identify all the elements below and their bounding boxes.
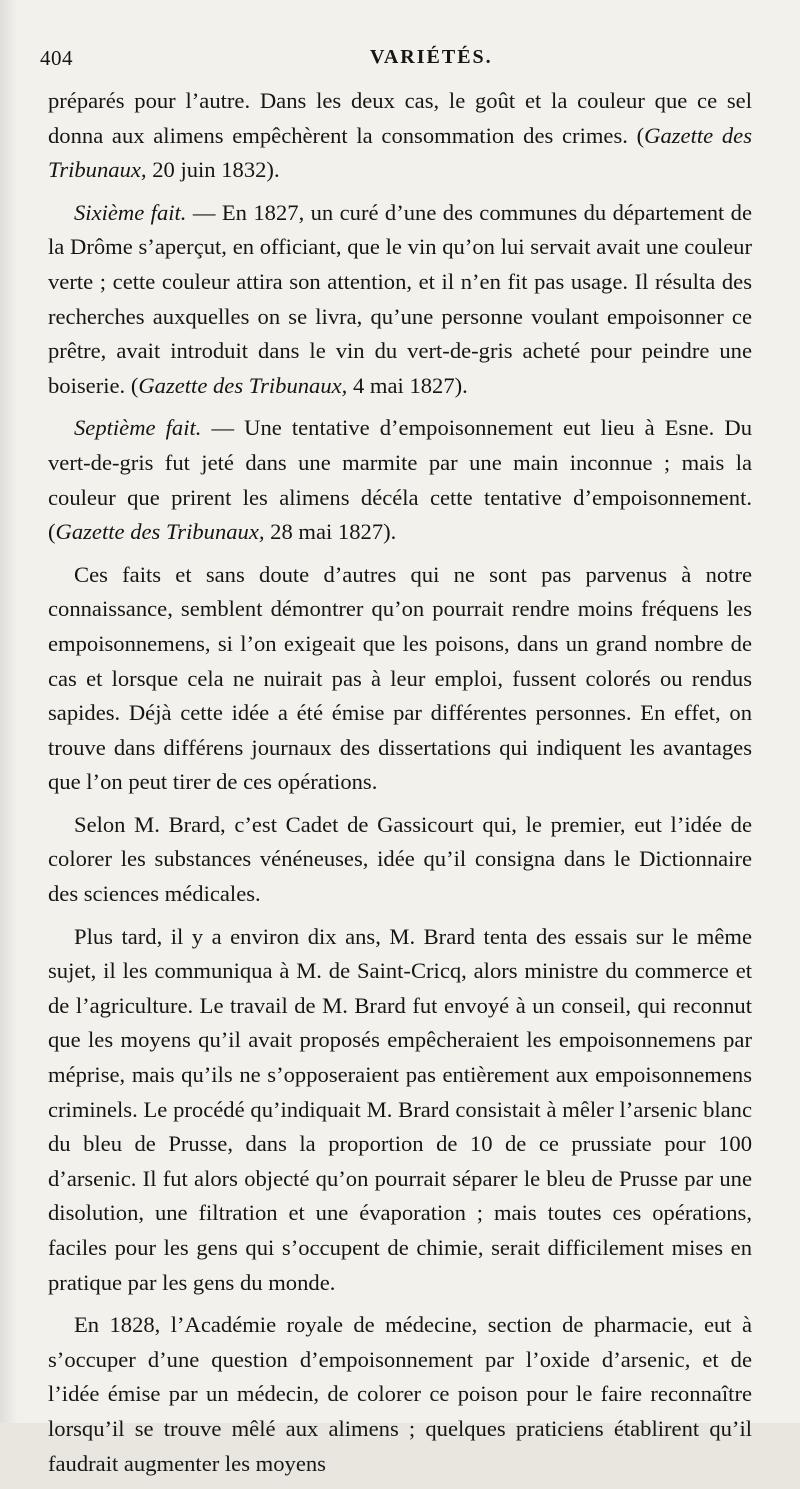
text-run: 28 mai 1827).: [264, 519, 397, 545]
paragraph-conclusion: [48, 558, 752, 800]
text-run: Plus tard, il y a environ dix ans, M. Brard tenta des essais sur le même sujet, il les communiqua à M. de Saint-Cricq, alors ministre du commerce et de l’agriculture. Le travail de M. Brard fut envoyé à un conseil, qui reconnut que les moyens qu’il avait proposés empêcheraient les empoisonnemens par méprise, mais qu’ils ne s’opposeraient pas entièrement aux empoisonnemens criminels. Le procédé qu’indiquait M. Brard consistait à mêler l’arsenic blanc du bleu de Prusse, dans la proportion de 10 de ce prussiate pour 100 d’arsenic. Il fut alors objecté qu’on pourrait séparer le bleu de Prusse par une disolution, une filtration et une évaporation ; mais toutes ces opérations, faciles pour les gens qui s’occupent de chimie, serait difficilement mises en pratique par les gens du monde.: [48, 923, 752, 1295]
italic-run: Sixième fait.: [74, 199, 187, 225]
body-text: [48, 84, 752, 1489]
paragraph-seventh-fact: [48, 411, 752, 549]
paragraph-sixth-fact: [48, 196, 752, 404]
italic-run: Gazette des Tribunaux,: [48, 122, 752, 183]
italic-run: Gazette des Tribunaux,: [138, 372, 348, 398]
italic-run: Gazette des Tribunaux,: [55, 519, 265, 545]
text-run: En 1828, l’Académie royale de médecine, section de pharmacie, eut à s’occuper d’une question d’empoisonnement par l’oxide d’arsenic, et de l’idée émise par un médecin, de colorer ce poison pour le faire reconnaître lorsqu’il se trouve mêlé aux alimens ; quelques praticiens établirent qu’il faudrait augmenter les moyens: [48, 1312, 752, 1476]
text-run: — Une tentative d’empoisonnement eut lieu à Esne. Du vert-de-gris fut jeté dans une marmite par une main inconnue ; mais la couleur que prirent les alimens décéla cette tentative d’empoisonnement. (: [48, 415, 752, 545]
page-header: [40, 46, 760, 76]
paragraph-continued: [48, 84, 752, 188]
text-run: préparés pour l’autre. Dans les deux cas, le goût et la couleur que ce sel donna aux alimens empêchèrent la consommation des crimes. (: [48, 88, 752, 148]
paragraph-brard-trials: [48, 920, 752, 1301]
text-run: Selon M. Brard, c’est Cadet de Gassicourt qui, le premier, eut l’idée de colorer les substances vénéneuses, idée qu’il consigna dans le Dictionnaire des sciences médicales.: [48, 811, 752, 907]
text-run: — En 1827, un curé d’une des communes du département de la Drôme s’aperçut, en officiant, que le vin qu’on lui servait avait une couleur verte ; cette couleur attira son attention, et il n’en fit pas usage. Il résulta des recherches auxquelles on se livra, qu’une personne voulant empoisonner ce prêtre, avait introduit dans le vin du vert-de-gris acheté pour peindre une boiserie. (: [48, 199, 753, 398]
italic-run: Septième fait.: [74, 415, 202, 441]
text-run: 20 juin 1832).: [146, 157, 280, 183]
text-run: Ces faits et sans doute d’autres qui ne sont pas parvenus à notre connaissance, semblent démontrer qu’on pourrait rendre moins fréquens les empoisonnemens, si l’on exigeait que les poisons, dans un grand nombre de cas et lorsque cela ne nuirait pas à leur emploi, fussent colorés ou rendus sapides. Déjà cette idée a été émise par différentes personnes. En effet, on trouve dans différens journaux des dissertations qui indiquent les avantages que l’on peut tirer de ces opérations.: [48, 561, 752, 795]
paragraph-brard-cadet: [48, 808, 752, 912]
running-head: VARIÉTÉS.: [370, 46, 493, 68]
page-number: 404: [40, 46, 73, 70]
page-edge-shadow: [0, 0, 18, 1423]
text-run: 4 mai 1827).: [347, 372, 468, 398]
paragraph-academy-1828: [48, 1308, 752, 1481]
